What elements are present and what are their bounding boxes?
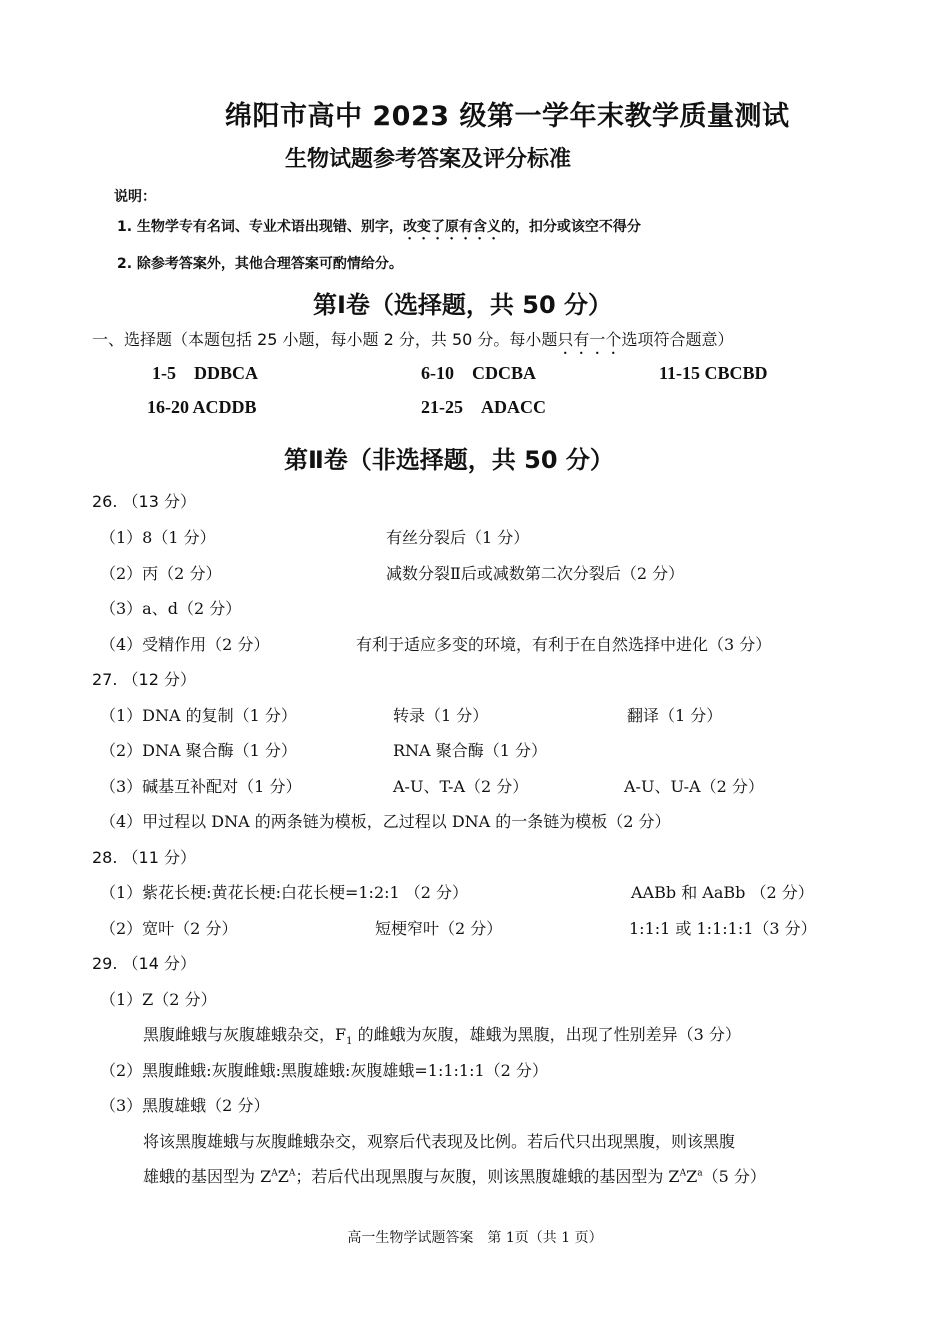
q27-line2a: （2）DNA 聚合酶（1 分） [100, 741, 297, 760]
part1-heading: 第Ⅰ卷（选择题，共 50 分） [313, 291, 613, 319]
q27-line1b: 转录（1 分） [393, 706, 489, 725]
superscript: a [697, 1168, 703, 1179]
q29-line1-text: 黑腹雌蛾与灰腹雄蛾杂交，F [143, 1025, 347, 1044]
q26-line4a: （4）受精作用（2 分） [100, 635, 270, 654]
mcq-instruction-text: 一、选择题（本题包括 25 小题，每小题 2 分，共 50 分。每小题 [92, 330, 558, 349]
note-item-1 [117, 216, 641, 243]
answer-group-4 [147, 397, 257, 418]
text: Z [277, 1167, 289, 1186]
q28-line1a: （1）紫花长梗:黄花长梗:白花长梗=1:2:1 （2 分） [100, 883, 469, 902]
q29-line1-explain [143, 1022, 741, 1047]
q26-line2b: 减数分裂Ⅱ后或减数第二次分裂后（2 分） [386, 564, 685, 583]
q29-line3-explain-2 [143, 1164, 766, 1187]
document-subtitle: 生物试题参考答案及评分标准 [285, 147, 572, 172]
subscript: 1 [346, 1036, 353, 1048]
q27-line3c: A-U、U-A（2 分） [624, 777, 764, 796]
part2-heading: 第Ⅱ卷（非选择题，共 50 分） [284, 446, 614, 474]
q27-line3a: （3）碱基互补配对（1 分） [100, 777, 302, 796]
answer-range: 21-25 [421, 397, 463, 417]
q29-line1: （1）Z（2 分） [100, 990, 217, 1009]
answer-key: CDCBA [472, 363, 537, 383]
q26-line3: （3）a、d（2 分） [100, 599, 242, 618]
answer-key: DDBCA [194, 363, 259, 383]
q28-heading: 28. （11 分） [92, 848, 196, 867]
q28-line1b: AABb 和 AaBb （2 分） [631, 883, 814, 902]
answer-range: 11-15 [659, 363, 701, 383]
q27-line2b: RNA 聚合酶（1 分） [393, 741, 547, 760]
note-item-1-text: 1. 生物学专有名词、专业术语出现错、别字， [117, 219, 403, 235]
answer-key: ADACC [481, 397, 546, 417]
notes-heading: 说明： [114, 189, 156, 205]
mcq-instruction [92, 327, 733, 358]
q26-line2a: （2）丙（2 分） [100, 564, 222, 583]
superscript: A [271, 1168, 278, 1179]
emphasis-text: 改变了原有含义 [402, 219, 501, 235]
answer-group-1 [152, 363, 258, 384]
page-footer: 高一生物学试题答案 第 1页（共 1 页） [347, 1230, 603, 1246]
answer-range: 16-20 [147, 397, 189, 417]
answer-group-2 [421, 363, 536, 384]
q26-heading: 26. （13 分） [92, 492, 196, 511]
answer-range: 1-5 [152, 363, 176, 383]
q29-line3-explain-1: 将该黑腹雄蛾与灰腹雌蛾杂交，观察后代表现及比例。若后代只出现黑腹，则该黑腹 [143, 1132, 736, 1151]
emphasis-text: 只有一个 [557, 330, 622, 349]
q28-line2b: 短梗窄叶（2 分） [375, 919, 503, 938]
q29-line2: （2）黑腹雌蛾:灰腹雌蛾:黑腹雄蛾:灰腹雄蛾=1:1:1:1（2 分） [100, 1061, 548, 1080]
q27-line1c: 翻译（1 分） [627, 706, 723, 725]
q29-line3: （3）黑腹雄蛾（2 分） [100, 1096, 270, 1115]
q27-line1a: （1）DNA 的复制（1 分） [100, 706, 297, 725]
text: （5 分） [702, 1167, 766, 1186]
q26-line1b: 有丝分裂后（1 分） [386, 528, 530, 547]
superscript: A [288, 1168, 296, 1179]
note-item-1-rest: 的，扣分或该空不得分 [500, 219, 641, 235]
answer-key: ACDDB [192, 397, 257, 417]
answer-group-5 [421, 397, 546, 418]
superscript: A [679, 1168, 687, 1179]
note-item-2: 2. 除参考答案外，其他合理答案可酌情给分。 [117, 256, 403, 272]
answer-range: 6-10 [421, 363, 454, 383]
q26-line1a: （1）8（1 分） [100, 528, 216, 547]
text: Z [686, 1167, 698, 1186]
text: ；若后代出现黑腹与灰腹，则该黑腹雄蛾的基因型为 Z [295, 1167, 680, 1186]
q27-heading: 27. （12 分） [92, 670, 196, 689]
answer-group-3 [659, 363, 768, 384]
document-title: 绵阳市高中 2023 级第一学年末教学质量测试 [225, 101, 790, 132]
q28-line2c: 1:1:1 或 1:1:1:1（3 分） [629, 919, 817, 938]
q29-line1-rest: 的雌蛾为灰腹，雄蛾为黑腹，出现了性别差异（3 分） [352, 1025, 741, 1044]
answer-key: CBCBD [704, 363, 768, 383]
q27-line4: （4）甲过程以 DNA 的两条链为模板，乙过程以 DNA 的一条链为模板（2 分） [100, 812, 671, 831]
text: 雄蛾的基因型为 Z [143, 1167, 272, 1186]
q29-heading: 29. （14 分） [92, 954, 196, 973]
q26-line4b: 有利于适应多变的环境，有利于在自然选择中进化（3 分） [356, 635, 772, 654]
mcq-instruction-rest: 选项符合题意） [621, 330, 734, 349]
q28-line2a: （2）宽叶（2 分） [100, 919, 238, 938]
q27-line3b: A-U、T-A（2 分） [393, 777, 529, 796]
